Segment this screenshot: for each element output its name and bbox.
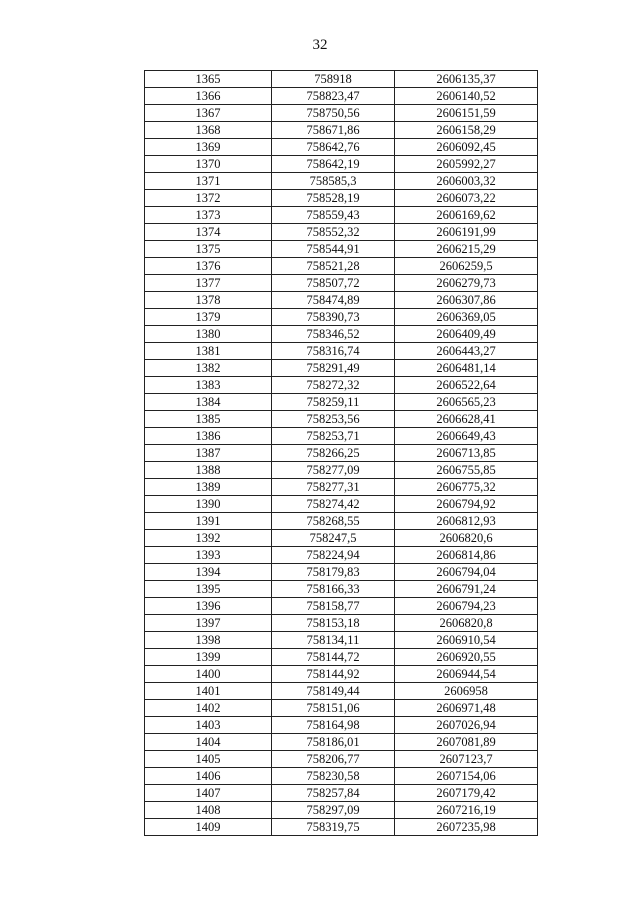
table-row <box>145 360 538 377</box>
point-number-cell: 1374 <box>145 224 272 241</box>
x-coordinate-cell: 758918 <box>272 71 395 88</box>
x-coordinate-cell: 758521,28 <box>272 258 395 275</box>
point-number-cell: 1365 <box>145 71 272 88</box>
table-row <box>145 802 538 819</box>
y-coordinate-cell: 2606073,22 <box>395 190 538 207</box>
point-number-cell: 1397 <box>145 615 272 632</box>
y-coordinate-cell: 2606791,24 <box>395 581 538 598</box>
table-row <box>145 700 538 717</box>
y-coordinate-cell: 2606794,04 <box>395 564 538 581</box>
y-coordinate-cell: 2606135,37 <box>395 71 538 88</box>
table-row <box>145 564 538 581</box>
x-coordinate-cell: 758179,83 <box>272 564 395 581</box>
y-coordinate-cell: 2606215,29 <box>395 241 538 258</box>
y-coordinate-cell: 2607123,7 <box>395 751 538 768</box>
table-row <box>145 122 538 139</box>
point-number-cell: 1407 <box>145 785 272 802</box>
y-coordinate-cell: 2607235,98 <box>395 819 538 836</box>
point-number-cell: 1366 <box>145 88 272 105</box>
x-coordinate-cell: 758507,72 <box>272 275 395 292</box>
table-row <box>145 683 538 700</box>
x-coordinate-cell: 758823,47 <box>272 88 395 105</box>
y-coordinate-cell: 2607026,94 <box>395 717 538 734</box>
table-row <box>145 292 538 309</box>
table-row <box>145 751 538 768</box>
table-row <box>145 105 538 122</box>
point-number-cell: 1382 <box>145 360 272 377</box>
coordinates-table-body <box>145 71 538 836</box>
point-number-cell: 1393 <box>145 547 272 564</box>
table-row <box>145 734 538 751</box>
x-coordinate-cell: 758224,94 <box>272 547 395 564</box>
x-coordinate-cell: 758316,74 <box>272 343 395 360</box>
x-coordinate-cell: 758253,56 <box>272 411 395 428</box>
y-coordinate-cell: 2606958 <box>395 683 538 700</box>
y-coordinate-cell: 2606151,59 <box>395 105 538 122</box>
x-coordinate-cell: 758291,49 <box>272 360 395 377</box>
table-row <box>145 394 538 411</box>
table-row <box>145 445 538 462</box>
point-number-cell: 1395 <box>145 581 272 598</box>
point-number-cell: 1368 <box>145 122 272 139</box>
point-number-cell: 1375 <box>145 241 272 258</box>
point-number-cell: 1396 <box>145 598 272 615</box>
table-row <box>145 462 538 479</box>
table-row <box>145 343 538 360</box>
y-coordinate-cell: 2606140,52 <box>395 88 538 105</box>
point-number-cell: 1377 <box>145 275 272 292</box>
point-number-cell: 1400 <box>145 666 272 683</box>
point-number-cell: 1391 <box>145 513 272 530</box>
point-number-cell: 1371 <box>145 173 272 190</box>
x-coordinate-cell: 758528,19 <box>272 190 395 207</box>
x-coordinate-cell: 758247,5 <box>272 530 395 547</box>
y-coordinate-cell: 2606259,5 <box>395 258 538 275</box>
point-number-cell: 1385 <box>145 411 272 428</box>
y-coordinate-cell: 2606971,48 <box>395 700 538 717</box>
x-coordinate-cell: 758297,09 <box>272 802 395 819</box>
y-coordinate-cell: 2607081,89 <box>395 734 538 751</box>
table-row <box>145 173 538 190</box>
table-row <box>145 479 538 496</box>
point-number-cell: 1372 <box>145 190 272 207</box>
point-number-cell: 1370 <box>145 156 272 173</box>
point-number-cell: 1381 <box>145 343 272 360</box>
y-coordinate-cell: 2606910,54 <box>395 632 538 649</box>
x-coordinate-cell: 758346,52 <box>272 326 395 343</box>
x-coordinate-cell: 758390,73 <box>272 309 395 326</box>
x-coordinate-cell: 758230,58 <box>272 768 395 785</box>
x-coordinate-cell: 758552,32 <box>272 224 395 241</box>
x-coordinate-cell: 758257,84 <box>272 785 395 802</box>
point-number-cell: 1367 <box>145 105 272 122</box>
point-number-cell: 1399 <box>145 649 272 666</box>
table-row <box>145 139 538 156</box>
x-coordinate-cell: 758559,43 <box>272 207 395 224</box>
x-coordinate-cell: 758277,09 <box>272 462 395 479</box>
x-coordinate-cell: 758544,91 <box>272 241 395 258</box>
table-row <box>145 309 538 326</box>
x-coordinate-cell: 758259,11 <box>272 394 395 411</box>
x-coordinate-cell: 758474,89 <box>272 292 395 309</box>
y-coordinate-cell: 2607154,06 <box>395 768 538 785</box>
y-coordinate-cell: 2606814,86 <box>395 547 538 564</box>
x-coordinate-cell: 758274,42 <box>272 496 395 513</box>
table-row <box>145 513 538 530</box>
point-number-cell: 1408 <box>145 802 272 819</box>
table-row <box>145 428 538 445</box>
y-coordinate-cell: 2606092,45 <box>395 139 538 156</box>
table-row <box>145 615 538 632</box>
y-coordinate-cell: 2607179,42 <box>395 785 538 802</box>
table-row <box>145 326 538 343</box>
table-row <box>145 598 538 615</box>
x-coordinate-cell: 758151,06 <box>272 700 395 717</box>
point-number-cell: 1394 <box>145 564 272 581</box>
table-row <box>145 190 538 207</box>
table-row <box>145 819 538 836</box>
point-number-cell: 1388 <box>145 462 272 479</box>
y-coordinate-cell: 2606628,41 <box>395 411 538 428</box>
x-coordinate-cell: 758144,92 <box>272 666 395 683</box>
table-row <box>145 71 538 88</box>
y-coordinate-cell: 2606481,14 <box>395 360 538 377</box>
point-number-cell: 1398 <box>145 632 272 649</box>
x-coordinate-cell: 758585,3 <box>272 173 395 190</box>
table-row <box>145 768 538 785</box>
x-coordinate-cell: 758158,77 <box>272 598 395 615</box>
point-number-cell: 1402 <box>145 700 272 717</box>
y-coordinate-cell: 2606794,92 <box>395 496 538 513</box>
y-coordinate-cell: 2606920,55 <box>395 649 538 666</box>
x-coordinate-cell: 758266,25 <box>272 445 395 462</box>
x-coordinate-cell: 758671,86 <box>272 122 395 139</box>
y-coordinate-cell: 2606649,43 <box>395 428 538 445</box>
y-coordinate-cell: 2606443,27 <box>395 343 538 360</box>
y-coordinate-cell: 2606775,32 <box>395 479 538 496</box>
point-number-cell: 1392 <box>145 530 272 547</box>
table-row <box>145 258 538 275</box>
x-coordinate-cell: 758149,44 <box>272 683 395 700</box>
x-coordinate-cell: 758750,56 <box>272 105 395 122</box>
table-row <box>145 547 538 564</box>
x-coordinate-cell: 758642,76 <box>272 139 395 156</box>
x-coordinate-cell: 758206,77 <box>272 751 395 768</box>
point-number-cell: 1378 <box>145 292 272 309</box>
table-row <box>145 581 538 598</box>
coordinates-table <box>144 70 538 836</box>
y-coordinate-cell: 2606409,49 <box>395 326 538 343</box>
y-coordinate-cell: 2606307,86 <box>395 292 538 309</box>
y-coordinate-cell: 2606369,05 <box>395 309 538 326</box>
table-row <box>145 666 538 683</box>
y-coordinate-cell: 2606755,85 <box>395 462 538 479</box>
x-coordinate-cell: 758319,75 <box>272 819 395 836</box>
y-coordinate-cell: 2606944,54 <box>395 666 538 683</box>
point-number-cell: 1387 <box>145 445 272 462</box>
table-row <box>145 275 538 292</box>
y-coordinate-cell: 2605992,27 <box>395 156 538 173</box>
x-coordinate-cell: 758253,71 <box>272 428 395 445</box>
table-row <box>145 496 538 513</box>
x-coordinate-cell: 758164,98 <box>272 717 395 734</box>
x-coordinate-cell: 758153,18 <box>272 615 395 632</box>
table-row <box>145 88 538 105</box>
y-coordinate-cell: 2606565,23 <box>395 394 538 411</box>
point-number-cell: 1390 <box>145 496 272 513</box>
point-number-cell: 1384 <box>145 394 272 411</box>
y-coordinate-cell: 2606191,99 <box>395 224 538 241</box>
table-row <box>145 785 538 802</box>
x-coordinate-cell: 758272,32 <box>272 377 395 394</box>
point-number-cell: 1373 <box>145 207 272 224</box>
point-number-cell: 1376 <box>145 258 272 275</box>
table-row <box>145 377 538 394</box>
table-row <box>145 649 538 666</box>
point-number-cell: 1369 <box>145 139 272 156</box>
table-row <box>145 241 538 258</box>
table-row <box>145 411 538 428</box>
table-row <box>145 207 538 224</box>
point-number-cell: 1404 <box>145 734 272 751</box>
y-coordinate-cell: 2606169,62 <box>395 207 538 224</box>
y-coordinate-cell: 2606713,85 <box>395 445 538 462</box>
point-number-cell: 1386 <box>145 428 272 445</box>
y-coordinate-cell: 2606794,23 <box>395 598 538 615</box>
y-coordinate-cell: 2607216,19 <box>395 802 538 819</box>
point-number-cell: 1403 <box>145 717 272 734</box>
x-coordinate-cell: 758144,72 <box>272 649 395 666</box>
x-coordinate-cell: 758642,19 <box>272 156 395 173</box>
point-number-cell: 1406 <box>145 768 272 785</box>
page-number: 32 <box>312 37 328 53</box>
x-coordinate-cell: 758277,31 <box>272 479 395 496</box>
point-number-cell: 1409 <box>145 819 272 836</box>
point-number-cell: 1405 <box>145 751 272 768</box>
point-number-cell: 1389 <box>145 479 272 496</box>
x-coordinate-cell: 758134,11 <box>272 632 395 649</box>
point-number-cell: 1379 <box>145 309 272 326</box>
y-coordinate-cell: 2606812,93 <box>395 513 538 530</box>
point-number-cell: 1401 <box>145 683 272 700</box>
y-coordinate-cell: 2606820,8 <box>395 615 538 632</box>
x-coordinate-cell: 758268,55 <box>272 513 395 530</box>
table-row <box>145 530 538 547</box>
x-coordinate-cell: 758166,33 <box>272 581 395 598</box>
table-row <box>145 717 538 734</box>
y-coordinate-cell: 2606279,73 <box>395 275 538 292</box>
table-row <box>145 224 538 241</box>
table-row <box>145 156 538 173</box>
y-coordinate-cell: 2606158,29 <box>395 122 538 139</box>
y-coordinate-cell: 2606820,6 <box>395 530 538 547</box>
y-coordinate-cell: 2606003,32 <box>395 173 538 190</box>
point-number-cell: 1383 <box>145 377 272 394</box>
point-number-cell: 1380 <box>145 326 272 343</box>
y-coordinate-cell: 2606522,64 <box>395 377 538 394</box>
table-row <box>145 632 538 649</box>
x-coordinate-cell: 758186,01 <box>272 734 395 751</box>
